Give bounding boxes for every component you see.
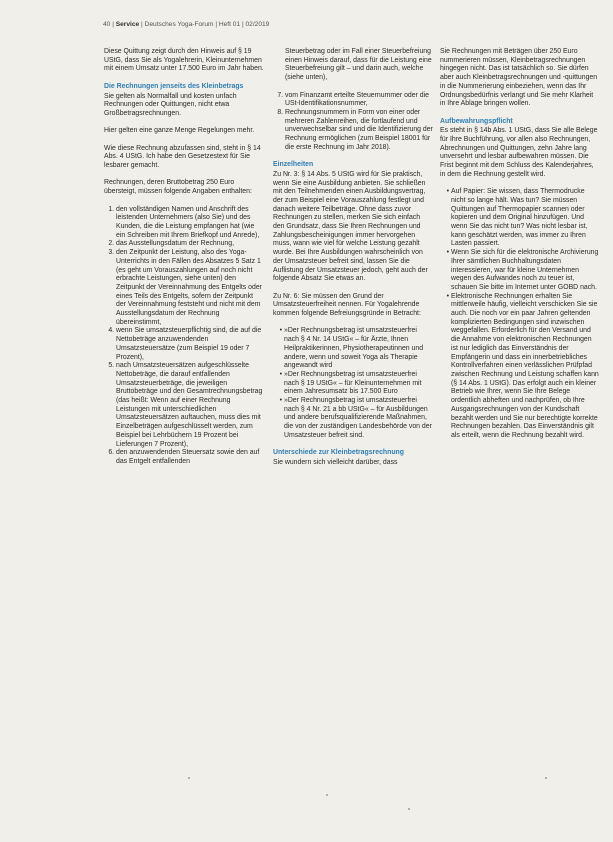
paragraph: Sie Rechnungen mit Beträgen über 250 Euro nummerieren müssen, Kleinbetragsrechnungen hingegen nicht. Das ist tatsächlich so. Sie dürfen aber auch Kleinbetragsrechnungen und -quittungen in die Nummerierung einbeziehen, wenn das Ihr Ordnungsbedürfnis verlangt und Sie mehr Klarheit in Ihre Ablage bringen wollen. xyxy=(440,48,598,108)
paragraph: Diese Quittung zeigt durch den Hinweis auf § 19 UStG, dass Sie als Yogalehrerin, Kleinunternehmen mit einem Umsatz unter 17.500 Euro im Jahr haben. xyxy=(104,48,264,73)
requirements-list-continued xyxy=(273,92,433,153)
paragraph: Zu Nr. 6: Sie müssen den Grund der Umsatzsteuerfreiheit nennen. Für Yogalehrende kommen folgende Befreiungsgründe in Betracht: xyxy=(273,292,421,318)
scan-speck xyxy=(326,794,328,796)
list-item: • Elektronische Rechnungen erhalten Sie mittlerweile häufig, vielleicht verschicken Sie sie auch. Die noch vor ein paar Jahren geltenden komplizierten Bedingungen sind inzwischen weggefallen. Erforderlich für den Versand und die Annahme von elektronischen Rechnungen ist nur lediglich das Einverständnis der Empfängerin und dass ein innerbetriebliches Kontrollverfahren einen verlässlichen Prüfpfad zwischen Rechnung und Leistung schaffen kann (§ 14 Abs. 1 UStG). Das erfolgt auch ein kleiner Betrieb wie Ihrer, wenn Sie Ihre Belege ordentlich abheften und nachprüfen, ob Ihre Ausgangsrechnungen von der Kundschaft bezahlt werden und Sie nur berechtigte korrekte Rechnungen bezahlen. Das Einverständnis gilt als erteilt, wenn die Rechnung bezahlt wird. xyxy=(451,293,600,441)
list-item: 3. den Zeitpunkt der Leistung, also des Yoga-Unterrichts in den Fällen des Absatzes 5 Satz 1 (es geht um Vorauszahlungen auf noch nicht erbrachte Leistungen, siehe unten) den Zeitpunkt der Vereinnahmung des Entgelts oder eines Teils des Entgelts, sofern der Zeitpunkt der Vereinnahmung feststeht und nicht mit dem Ausstellungsdatum der Rechnung übereinstimmt, xyxy=(116,249,264,327)
scan-speck xyxy=(408,808,410,810)
paragraph: Es steht in § 14b Abs. 1 UStG, dass Sie alle Belege für Ihre Buchführung, vor allen also Rechnungen, Abrechnungen und Quittungen, zehn Jahre lang unversehrt und lesbar aufbewahren müssen. Die Frist beginnt mit dem Schluss des Kalenderjahres, in dem die Rechnung gestellt wird. xyxy=(440,127,598,178)
paragraph: Sie gelten als Normalfall und kosten unfach Rechnungen oder Quittungen, nicht etwa Großbetragsrechnungen. xyxy=(104,92,237,117)
paragraph: Hier gelten eine ganze Menge Regelungen mehr. xyxy=(104,127,255,135)
requirements-list xyxy=(104,206,264,467)
text-column-1 xyxy=(104,48,264,475)
list-item: 7. vom Finanzamt erteilte Steuernummer oder die USt-Identifikationsnummer, xyxy=(285,92,433,109)
list-item: 5. nach Umsatzsteuersätzen aufgeschlüsselte Nettobeträge, die darauf entfallenden Umsatzsteuerbeträge, die jeweiligen Bruttobeträge und den Gesamtrechnungsbetrag (das heißt: Wenn auf einer Rechnung Leistungen mit unterschiedlichen Umsatzsteuersätzen auftauchen, muss dies mit Einzelbeträgen aufgeschlüsselt werden, zum Beispiel bei Lehrbüchern 19 Prozent bei Lieferungen 7 Prozent), xyxy=(116,362,264,449)
list-item: 1. den vollständigen Namen und Anschrift des leistenden Unternehmers (also Sie) und des Kunden, die die Leistung empfangen hat (wie ein Schreiben mit Ihrem Briefkopf und Anrede), xyxy=(116,206,264,241)
list-item: • »Der Rechnungsbetrag ist umsatzsteuerfrei nach § 4 Nr. 14 UStG« – für Ärzte, Ihnen Heilpraktikerinnen, Physiotherapeutinnen und andere, wenn und soweit Yoga als Therapie angewandt wird xyxy=(284,327,433,371)
exemption-list xyxy=(273,327,433,440)
text-column-2 xyxy=(273,48,433,476)
section-heading: Unterschiede zur Kleinbetragsrechnung xyxy=(273,449,404,457)
scan-speck xyxy=(545,777,547,779)
section-heading: Aufbewahrungspflicht xyxy=(440,117,513,125)
page-number: 40 xyxy=(103,21,111,28)
page-header: 40 | Service | Deutsches Yoga-Forum | Heft 01 | 02/2019 xyxy=(103,21,270,28)
section-heading: Die Rechnungen jenseits des Kleinbetrags xyxy=(104,82,244,90)
list-item: 4. wenn Sie umsatzsteuerpflichtig sind, die auf die Nettobeträge anzuwendenden Umsatzsteuersätze (zum Beispiel 19 oder 7 Prozent), xyxy=(116,327,264,362)
list-item: 6. den anzuwendenden Steuersatz sowie den auf das Entgelt entfallenden xyxy=(116,449,264,466)
scan-speck xyxy=(188,777,190,779)
section-label: Service xyxy=(115,21,140,28)
text-column-3 xyxy=(440,48,600,449)
list-item: • Wenn Sie sich für die elektronische Archivierung Ihrer sämtlichen Buchhaltungsdaten interessieren, war für kleine Unternehmen wegen des Aufwandes noch zu teuer ist, schauen Sie bitte im Internet unter GOBD nach. xyxy=(451,249,600,293)
list-continuation: Steuerbetrag oder im Fall einer Steuerbefreiung einen Hinweis darauf, dass für die Leistung eine Steuerbefreiung gilt – und darin auch, welche (siehe unten), xyxy=(285,48,432,82)
paragraph: Rechnungen, deren Bruttobetrag 250 Euro übersteigt, müssen folgende Angaben enthalten: xyxy=(104,179,252,196)
section-heading: Einzelheiten xyxy=(273,161,314,169)
list-item: 8. Rechnungsnummern in Form von einer oder mehreren Zahlenreihen, die fortlaufend und unverwechselbar sind und die Identifizierung der Rechnung ermöglichen (zum Beispiel 18001 für die erste Rechnung im Jahr 2018). xyxy=(285,109,433,153)
list-item: • Auf Papier: Sie wissen, dass Thermodrucke nicht so lange hält. Was tun? Sie müssen Quittungen auf Thermopapier scannen oder kopieren und dem Original hinzufügen. Und wenn Sie das nicht tun? Was nicht lesbar ist, kann geschätzt werden, was immer zu Ihren Lasten passiert. xyxy=(451,188,600,249)
paragraph: Zu Nr. 3: § 14 Abs. 5 UStG wird für Sie praktisch, wenn Sie eine Ausbildung anbieten. Sie schließen mit den Teilnehmenden einen Ausbildungsvertrag, der zum Beispiel eine Vorauszahlung festlegt und danach weitere Teilbeträge. Ohne dass zuvor Rechnungen zu stellen, merken Sie sich einfach den Grundsatz, dass Sie Ihren Rechnungen und Zahlungsbescheinigungen immer hervorgehen muss, wann wie viel für welche Leistung gezahlt wurde. Bei Ihre Ausbildungen wahrscheinlich von der Umsatzsteuer befreit sind, lassen Sie die Auflistung der Umsatzsteuer jedoch, geht auch der folgende Absatz Sie etwas an. xyxy=(273,170,428,283)
paragraph: Sie wundern sich vielleicht darüber, dass xyxy=(273,458,398,466)
list-item: • »Der Rechnungsbetrag ist umsatzsteuerfrei nach § 4 Nr. 21 a bb UStG« – für Ausbildungen und andere berufsqualifizierende Maßnahmen, die von der zuständigen Landesbehörde von der Umsatzsteuer befreit sind. xyxy=(284,397,433,441)
archiving-list xyxy=(440,188,600,440)
list-item: 2. das Ausstellungsdatum der Rechnung, xyxy=(116,240,264,249)
publication-info: | Deutsches Yoga-Forum | Heft 01 | 02/2019 xyxy=(141,21,270,28)
list-item: • »Der Rechnungsbetrag ist umsatzsteuerfrei nach § 19 UStG« – für Kleinunternehmen mit einem Jahresumsatz bis 17.500 Euro xyxy=(284,371,433,397)
paragraph: Wie diese Rechnung abzufassen sind, steht in § 14 Abs. 4 UStG. Ich habe den Gesetzestext für Sie lesbarer gemacht. xyxy=(104,144,261,170)
